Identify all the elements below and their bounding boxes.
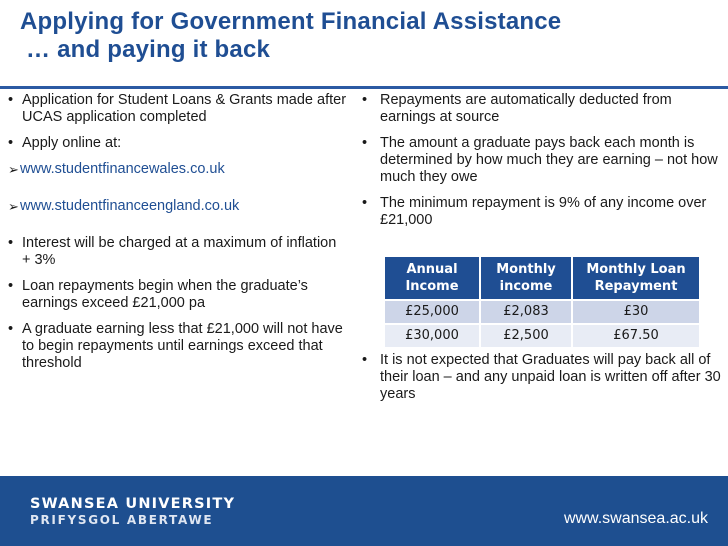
cell-monthly-income: £2,500 [480, 324, 572, 347]
bullet-threshold [8, 321, 348, 372]
bullet-text: Apply online at: [22, 135, 122, 151]
header-monthly-repayment: Monthly Loan Repayment [572, 257, 699, 300]
bullet-text: The amount a graduate pays back each month is determined by how much they are earning – not how much they owe [380, 135, 718, 185]
bullet-minimum-repayment [362, 195, 722, 229]
header-monthly-income: Monthly income [480, 257, 572, 300]
title-divider [0, 86, 728, 89]
logo-line-welsh: PRIFYSGOL ABERTAWE [30, 513, 214, 527]
bullet-text: The minimum repayment is 9% of any income over £21,000 [380, 195, 707, 228]
cell-monthly-repayment: £30 [572, 300, 699, 324]
bullet-mark: • [362, 135, 368, 151]
website-link[interactable]: www.swansea.ac.uk [563, 510, 708, 527]
table-header-row [385, 257, 699, 300]
repayment-table [385, 257, 699, 347]
header-annual-income: Annual Income [385, 257, 480, 300]
title-line-2: … and paying it back [26, 36, 271, 63]
bullet-amount-determined [362, 135, 722, 186]
bullet-deducted-at-source [362, 92, 722, 126]
arrow-bullet-icon: ➢ [8, 162, 19, 177]
left-column [8, 92, 348, 381]
link-studentfinancewales[interactable] [8, 161, 348, 178]
bullet-text: Repayments are automatically deducted from earnings at source [380, 92, 672, 125]
university-logo[interactable] [30, 496, 235, 528]
footer-bar [0, 476, 728, 546]
bullet-mark: • [362, 352, 368, 368]
bullet-apply-online [8, 135, 348, 152]
right-column [362, 92, 722, 238]
cell-annual-income: £30,000 [385, 324, 480, 347]
bullet-mark: • [8, 321, 14, 337]
table-row [385, 324, 699, 347]
cell-monthly-repayment: £67.50 [572, 324, 699, 347]
arrow-bullet-icon: ➢ [8, 199, 19, 214]
link-studentfinanceengland[interactable] [8, 198, 348, 215]
bullet-text: Application for Student Loans & Grants made after UCAS application completed [22, 92, 347, 125]
bullet-written-off [362, 352, 722, 412]
slide-title [20, 8, 720, 64]
bullet-mark: • [8, 92, 14, 108]
link-text[interactable]: www.studentfinanceengland.co.uk [20, 198, 240, 214]
table-row [385, 300, 699, 324]
link-text[interactable]: www.studentfinancewales.co.uk [20, 161, 225, 177]
cell-annual-income: £25,000 [385, 300, 480, 324]
bullet-mark: • [362, 195, 368, 211]
title-line-1: Applying for Government Financial Assistance [20, 8, 562, 35]
bullet-mark: • [8, 278, 14, 294]
bullet-text: Loan repayments begin when the graduate’s earnings exceed £21,000 pa [22, 278, 308, 311]
bullet-text: Interest will be charged at a maximum of inflation + 3% [22, 235, 337, 268]
bullet-repayments-begin [8, 278, 348, 312]
logo-line-english: SWANSEA UNIVERSITY [30, 496, 236, 512]
bullet-written-off-item [362, 352, 722, 403]
bullet-text: A graduate earning less that £21,000 will not have to begin repayments until earnings exceed that threshold [22, 321, 343, 371]
bullet-application [8, 92, 348, 126]
cell-monthly-income: £2,083 [480, 300, 572, 324]
bullet-mark: • [362, 92, 368, 108]
bullet-mark: • [8, 235, 14, 251]
bullet-interest [8, 235, 348, 269]
bullet-mark: • [8, 135, 14, 151]
bullet-text: It is not expected that Graduates will pay back all of their loan – and any unpaid loan is written off after 30 years [380, 352, 721, 402]
